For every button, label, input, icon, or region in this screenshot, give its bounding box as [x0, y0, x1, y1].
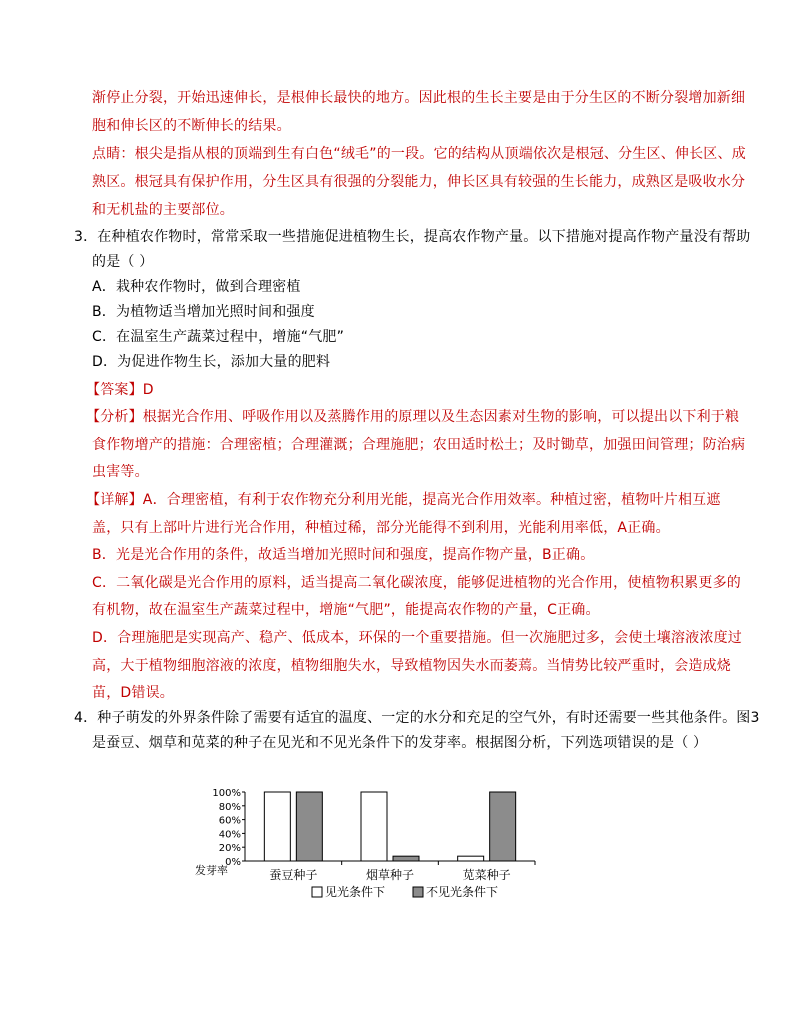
tip-line: 和无机盐的主要部位。 [92, 202, 234, 218]
y-tick-label: 20% [218, 843, 241, 855]
detail-line: C．二氧化碳是光合作用的原料，适当提高二氧化碳浓度，能够促进植物的光合作用，使植物积累更多的 [92, 575, 741, 591]
chart-ticks [212, 788, 245, 868]
analysis-line: 虫害等。 [92, 464, 149, 480]
bar-dark [490, 792, 516, 861]
detail-line: B．光是光合作用的条件，故适当增加光照时间和强度，提高作物产量，B正确。 [92, 547, 595, 563]
tip-line: 点睛：根尖是指从根的顶端到生有白色“绒毛”的一段。它的结构从顶端依次是根冠、分生区、伸长区、成 [92, 146, 746, 162]
answer-line: 【答案】D [86, 382, 154, 398]
category-label: 苋菜种子 [462, 868, 511, 882]
bar-light [458, 856, 484, 861]
option-a: A．栽种农作物时，做到合理密植 [92, 279, 301, 295]
question-3-stem: 的是（ ） [92, 254, 154, 270]
question-3-stem: 3．在种植农作物时，常常采取一些措施促进植物生长，提高农作物产量。以下措施对提高作物产量没有帮助 [74, 229, 751, 245]
text-line: 胞和伸长区的不断伸长的结果。 [92, 118, 291, 134]
detail-line: 高，大于植物细胞溶液的浓度，植物细胞失水，导致植物因失水而萎蔫。当情势比较严重时，会造成烧 [92, 658, 731, 674]
y-axis-label: 发芽率 [195, 864, 228, 877]
question-4-stem: 是蚕豆、烟草和苋菜的种子在见光和不见光条件下的发芽率。根据图分析，下列选项错误的是（ ） [92, 735, 708, 751]
legend-swatch [312, 887, 322, 897]
legend-swatch [413, 887, 423, 897]
bar-light [361, 792, 387, 861]
chart-bars [264, 792, 515, 861]
y-tick-label: 0% [225, 857, 241, 868]
question-4-stem: 4．种子萌发的外界条件除了需要有适宜的温度、一定的水分和充足的空气外，有时还需要一些其他条件。图3 [74, 710, 760, 726]
detail-line: 苗，D错误。 [92, 685, 174, 701]
y-tick-label: 100% [212, 788, 241, 799]
germination-rate-chart [195, 778, 545, 918]
tip-line: 熟区。根冠具有保护作用，分生区具有很强的分裂能力，伸长区具有较强的生长能力，成熟区是吸收水分 [92, 174, 746, 190]
y-tick-label: 40% [218, 829, 241, 841]
legend-label: 见光条件下 [325, 885, 386, 899]
bar-light [264, 792, 290, 861]
analysis-line: 食作物增产的措施：合理密植；合理灌溉；合理施肥；农田适时松土；及时锄草，加强田间管理；防治病 [92, 437, 746, 453]
option-c: C．在温室生产蔬菜过程中，增施“气肥” [92, 329, 345, 345]
chart-categories [269, 867, 510, 882]
analysis-line: 【分析】根据光合作用、呼吸作用以及蒸腾作用的原理以及生态因素对生物的影响，可以提出以下利于粮 [86, 409, 740, 425]
detail-line: D．合理施肥是实现高产、稳产、低成本，环保的一个重要措施。但一次施肥过多，会使土壤溶液浓度过 [92, 630, 742, 646]
option-d: D．为促进作物生长，添加大量的肥料 [92, 354, 331, 370]
y-tick-label: 60% [218, 815, 241, 827]
detail-line: 有机物，故在温室生产蔬菜过程中，增施“气肥”，能提高农作物的产量，C正确。 [92, 602, 600, 618]
y-tick-label: 80% [218, 801, 241, 813]
legend-label: 不见光条件下 [426, 885, 499, 899]
chart-legend [312, 884, 498, 899]
category-label: 蚕豆种子 [269, 868, 318, 882]
text-line: 渐停止分裂，开始迅速伸长，是根伸长最快的地方。因此根的生长主要是由于分生区的不断分裂增加新细 [92, 90, 746, 106]
detail-line: 盖，只有上部叶片进行光合作用，种植过稀，部分光能得不到利用，光能利用率低，A正确。 [92, 520, 670, 536]
detail-line: 【详解】A．合理密植，有利于农作物充分利用光能，提高光合作用效率。种植过密，植物叶片相互遮 [86, 492, 721, 508]
bar-dark [393, 856, 419, 861]
option-b: B．为植物适当增加光照时间和强度 [92, 304, 315, 320]
bar-dark [296, 792, 322, 861]
category-label: 烟草种子 [365, 868, 415, 882]
